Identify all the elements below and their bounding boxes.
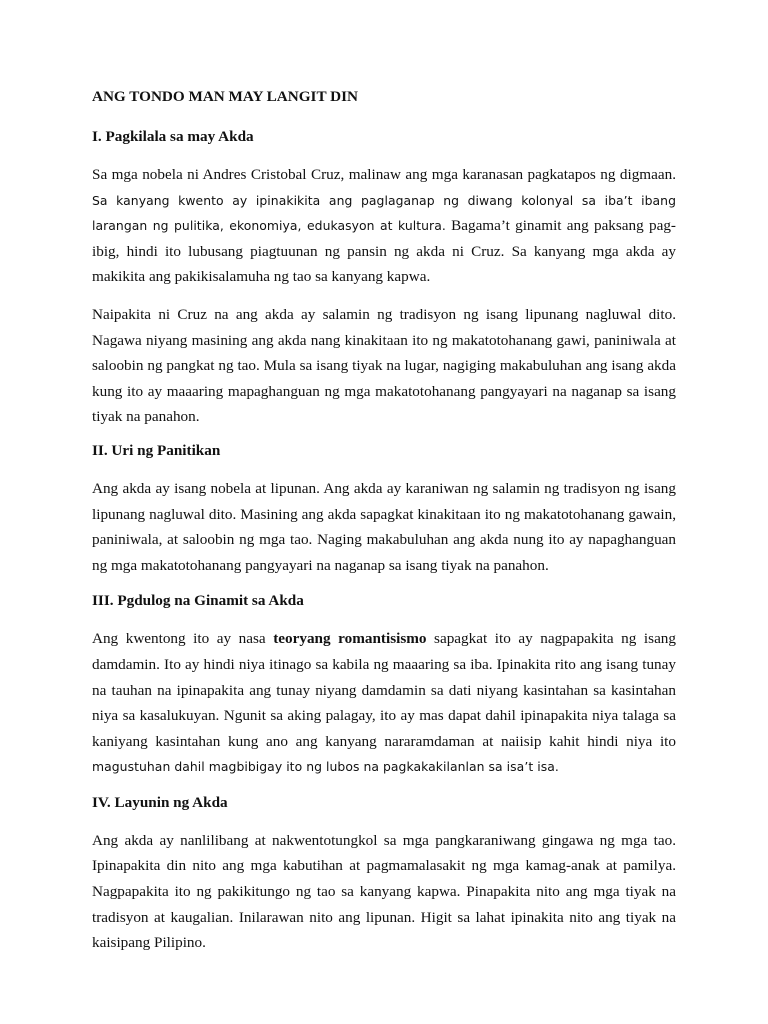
section-heading-uri: II. Uri ng Panitikan	[92, 441, 221, 459]
document-page	[92, 86, 676, 968]
section-heading-layunin: IV. Layunin ng Akda	[92, 793, 228, 811]
emphasized-term: teoryang romantisismo	[273, 630, 427, 648]
paragraph-text: Sa mga nobela ni Andres Cristobal Cruz, malinaw ang mga karanasan pagkatapos ng digmaan.	[92, 166, 676, 183]
paragraph-pagkilala-1	[92, 162, 676, 290]
paragraph-pagdulog-1	[92, 626, 676, 780]
section-heading-pagkilala: I. Pagkilala sa may Akda	[92, 128, 254, 145]
paragraph-pagkilala-2: Naipakita ni Cruz na ang akda ay salamin ng tradisyon ng isang lipunang nagluwal dito. Nagawa niyang masining ang akda nang kinakitaan ito ng makatotohanang gawi, paniniwala at saloobin ng pangkat ng tao. Mula sa isang tiyak na lugar, nagiging makabuluhan ang isang akda kung ito ay maaaring mapaghanguan ng mga makatotohanang pangyayari na naganap sa isang tiyak na panahon.	[92, 305, 676, 426]
paragraph-text-alt-font: Sa kanyang kwento ay ipinakikita ang paglaganap ng diwang kolonyal sa iba’t ibang larangan ng pulitika, ekonomiya, edukasyon at kultura.	[92, 192, 676, 234]
document-title: ANG TONDO MAN MAY LANGIT DIN	[92, 88, 358, 105]
paragraph-text: Bagama’t ginamit ang paksang pag-ibig, hindi ito lubusang piagtuunan ng pansin ng akda ni Cruz. Sa kanyang mga akda ay makikita ang pakikisalamuha ng tao sa kanyang kapwa.	[92, 217, 676, 286]
paragraph-text-alt-font: magustuhan dahil magbibigay ito ng lubos na pagkakakilanlan sa isa’t isa.	[92, 759, 559, 775]
paragraph-text: sapagkat ito ay nagpapakita ng isang damdamin. Ito ay hindi niya itinago sa kabila ng maaaring sa iba. Ipinakita rito ang isang tunay na tauhan na ipinapakita ang tunay niyang damdamin sa dati niyang kasintahan sa kasintahan niya sa kasalukuyan. Ngunit sa aking palagay, ito ay mas dapat dahil ipinapakita niya talaga sa kaniyang kasintahan kung ano ang kanyang nararamdaman at naiisip kahit hindi niya ito	[92, 630, 676, 750]
section-heading-pagdulog: III. Pgdulog na Ginamit sa Akda	[92, 592, 304, 610]
paragraph-text: Ang kwentong ito ay nasa	[92, 630, 274, 648]
paragraph-layunin-1: Ang akda ay nanlilibang at nakwentotungkol sa mga pangkaraniwang gingawa ng mga tao. Ipinapakita din nito ang mga kabutihan at pagmamalasakit ng mga kamag-anak at pamilya. Nagpapakita ito ng pakikitungo ng tao sa kanyang kapwa. Pinapakita nito ang mga tiyak na tradisyon at kaugalian. Inilarawan nito ang lipunan. Higit sa lahat ipinakita nito ang tiyak na kaisipang Pilipino.	[92, 831, 676, 952]
paragraph-uri-1: Ang akda ay isang nobela at lipunan. Ang akda ay karaniwan ng salamin ng tradisyon ng isang lipunang nagluwal dito. Masining ang akda sapagkat kinakitaan ito ng makatotohanang gawain, paniniwala, at saloobin ng mga tao. Naging makabuluhan ang akda nung ito ay napaghanguan ng mga makatotohanang pangyayari na naganap sa isang tiyak na panahon.	[92, 479, 676, 574]
